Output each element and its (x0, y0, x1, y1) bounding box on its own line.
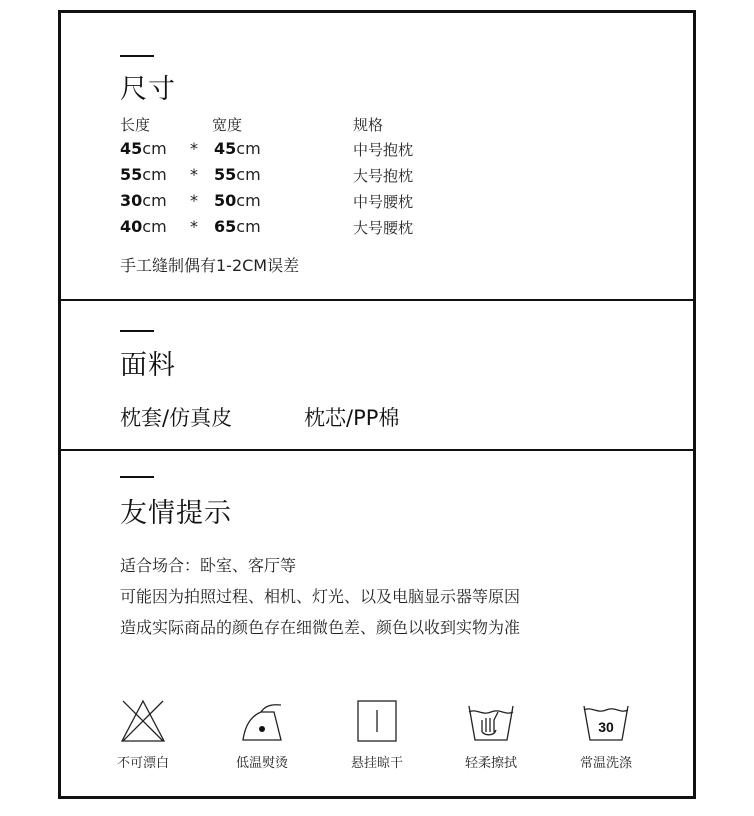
cover-material: 枕套/仿真皮 (120, 406, 233, 430)
spec-value: 中号抱枕 (353, 141, 414, 159)
gentle-hand-wash-icon (466, 698, 516, 744)
tip-line: 适合场合：卧室、客厅等 (120, 556, 297, 575)
tips-dash (120, 476, 154, 478)
fabric-dash (120, 330, 154, 332)
length-unit: cm (142, 165, 167, 184)
width-unit: cm (236, 165, 261, 184)
care-label: 常温洗涤 (579, 756, 632, 771)
low-temp-iron-icon (237, 698, 287, 744)
width-unit: cm (236, 217, 261, 236)
size-note: 手工缝制偶有1-2CM误差 (120, 256, 300, 275)
length-unit: cm (142, 139, 167, 158)
size-dash (120, 55, 154, 57)
care-item (217, 698, 307, 771)
spec-value: 中号腰枕 (353, 193, 414, 211)
times-sign: * (190, 217, 198, 236)
hang-dry-icon (352, 698, 402, 744)
no-bleach-icon (118, 698, 168, 744)
care-label: 不可漂白 (116, 756, 169, 771)
care-item (446, 698, 536, 771)
width-value: 50 (214, 191, 237, 210)
length-header: 长度 (120, 116, 151, 134)
times-sign: * (190, 139, 198, 158)
section-divider (61, 299, 693, 301)
content-frame (58, 10, 696, 799)
width-unit: cm (236, 191, 261, 210)
width-value: 45 (214, 139, 237, 158)
length-value: 45 (120, 139, 143, 158)
times-sign: * (190, 191, 198, 210)
length-value: 30 (120, 191, 143, 210)
width-unit: cm (236, 139, 261, 158)
care-label: 悬挂晾干 (350, 756, 403, 771)
spec-value: 大号抱枕 (353, 167, 414, 185)
fabric-heading: 面料 (120, 350, 176, 381)
spec-header: 规格 (353, 116, 384, 134)
wash-temp: 30 (598, 719, 614, 735)
width-value: 55 (214, 165, 237, 184)
length-unit: cm (142, 191, 167, 210)
width-value: 65 (214, 217, 237, 236)
times-sign: * (190, 165, 198, 184)
section-divider (61, 449, 693, 451)
care-label: 轻柔擦拭 (464, 756, 517, 771)
length-value: 40 (120, 217, 143, 236)
tips-heading: 友情提示 (120, 498, 232, 529)
wash-30-icon (581, 698, 631, 744)
length-unit: cm (142, 217, 167, 236)
care-item (98, 698, 188, 771)
tip-line: 可能因为拍照过程、相机、灯光、以及电脑显示器等原因 (120, 587, 521, 606)
care-item (561, 698, 651, 771)
tip-line: 造成实际商品的颜色存在细微色差、颜色以收到实物为准 (120, 618, 521, 637)
width-header: 宽度 (212, 116, 243, 134)
care-label: 低温熨烫 (235, 756, 288, 771)
size-heading: 尺寸 (120, 74, 176, 105)
spec-value: 大号腰枕 (353, 219, 414, 237)
length-value: 55 (120, 165, 143, 184)
core-material: 枕芯/PP棉 (304, 406, 400, 430)
care-item (332, 698, 422, 771)
